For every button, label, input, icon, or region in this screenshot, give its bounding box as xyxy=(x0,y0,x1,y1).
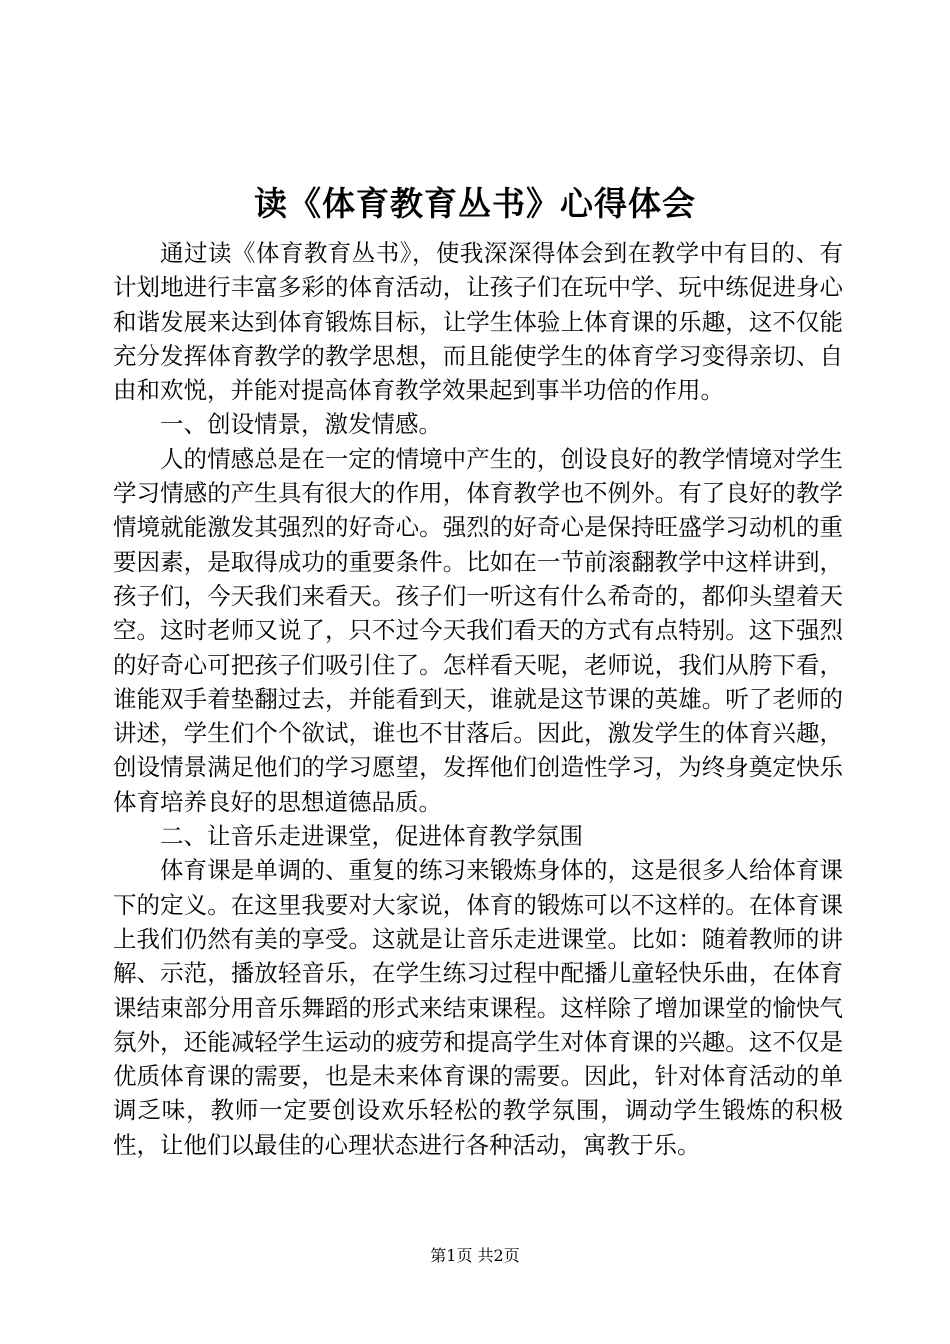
document-title: 读《体育教育丛书》心得体会 xyxy=(254,184,696,223)
document-body xyxy=(113,236,843,1162)
paragraph-section-2: 体育课是单调的、重复的练习来锻炼身体的，这是很多人给体育课下的定义。在这里我要对大家说，体育的锻炼可以不这样的。在体育课上我们仍然有美的享受。这就是让音乐走进课堂。比如：随着教师的讲解、示范，播放轻音乐，在学生练习过程中配播儿童轻快乐曲，在体育课结束部分用音乐舞蹈的形式来结束课程。这样除了增加课堂的愉快气氛外，还能减轻学生运动的疲劳和提高学生对体育课的兴趣。这不仅是优质体育课的需要，也是未来体育课的需要。因此，针对体育活动的单调乏味，教师一定要创设欢乐轻松的教学氛围，调动学生锻炼的积极性，让他们以最佳的心理状态进行各种活动，寓教于乐。 xyxy=(113,856,843,1159)
section-heading-1: 一、创设情景，激发情感。 xyxy=(160,410,442,439)
section-heading-2: 二、让音乐走进课堂，促进体育教学氛围 xyxy=(160,822,583,851)
paragraph-section-1: 人的情感总是在一定的情境中产生的，创设良好的教学情境对学生学习情感的产生具有很大的作用，体育教学也不例外。有了良好的教学情境就能激发其强烈的好奇心。强烈的好奇心是保持旺盛学习动机的重要因素，是取得成功的重要条件。比如在一节前滚翻教学中这样讲到，孩子们，今天我们来看天。孩子们一听这有什么希奇的，都仰头望着天空。这时老师又说了，只不过今天我们看天的方式有点特别。这下强烈的好奇心可把孩子们吸引住了。怎样看天呢，老师说，我们从胯下看，谁能双手着垫翻过去，并能看到天，谁就是这节课的英雄。听了老师的讲述，学生们个个欲试，谁也不甘落后。因此，激发学生的体育兴趣，创设情景满足他们的学习愿望，发挥他们创造性学习，为终身奠定快乐体育培养良好的思想道德品质。 xyxy=(113,444,843,816)
page-number-footer: 第1页 共2页 xyxy=(430,1246,520,1265)
paragraph-intro: 通过读《体育教育丛书》，使我深深得体会到在教学中有目的、有计划地进行丰富多彩的体育活动，让孩子们在玩中学、玩中练促进身心和谐发展来达到体育锻炼目标，让学生体验上体育课的乐趣，这不仅能充分发挥体育教学的教学思想，而且能使学生的体育学习变得亲切、自由和欢悦，并能对提高体育教学效果起到事半功倍的作用。 xyxy=(113,239,843,405)
